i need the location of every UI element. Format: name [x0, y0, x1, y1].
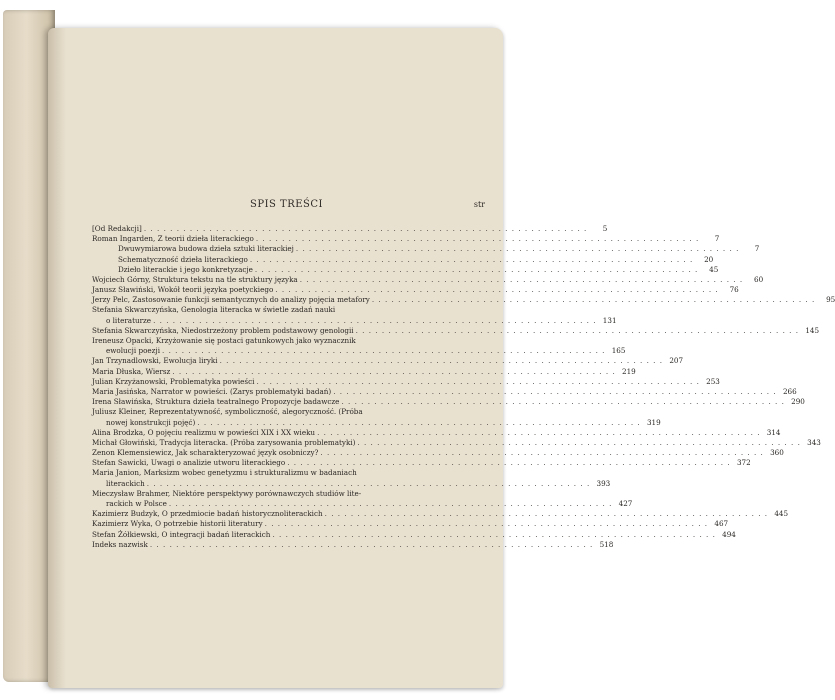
dot-leader [145, 479, 592, 489]
toc-entry [92, 437, 821, 448]
dot-leader [151, 316, 598, 326]
toc-entry-page: 20 [704, 254, 714, 264]
toc-entry-title: Maria Janion, Marksizm wobec genetyzmu i strukturalizmu w badaniach [92, 468, 357, 478]
toc-entry [92, 489, 492, 499]
toc-entry [92, 325, 820, 336]
toc-entry-title: Dwuwymiarowa budowa dzieła sztuki literackiej [118, 244, 294, 254]
toc-entry-page: 253 [706, 376, 720, 386]
toc-heading [48, 199, 503, 213]
dot-leader [253, 265, 700, 275]
toc-entry-page: 207 [669, 356, 684, 366]
toc-entry-title: rackich w Polsce [106, 499, 167, 509]
toc-entry [92, 306, 492, 316]
dot-leader [195, 418, 642, 428]
toc-entry-title: Schematyczność dzieła literackiego [118, 254, 248, 264]
toc-entry-title: Stefan Sawicki, Uwagi o analizie utworu literackiego [92, 458, 286, 468]
toc-entry [92, 366, 636, 377]
toc-entry-title: Irena Sławińska, Struktura dzieła teatralnego Propozycje badawcze [92, 397, 340, 407]
toc-entry-title: Roman Ingarden, Z teorii dzieła literackiego [92, 234, 254, 244]
toc-entry-title: Zenon Klemensiewicz, Jak scharakteryzować język osobniczy? [92, 448, 319, 458]
toc-entry-page: 266 [782, 386, 797, 396]
dot-leader [370, 295, 817, 305]
dot-leader [270, 530, 717, 540]
dot-leader [315, 428, 762, 438]
toc-entry-title: Alina Brodzka, O pojęciu realizmu w powieści XIX i XX wieku [92, 427, 316, 437]
toc-entry-page: 7 [754, 244, 760, 254]
dot-leader [167, 499, 614, 509]
toc-entry-title: Ireneusz Opacki, Krzyżowanie się postaci gatunkowych jako wyznacznik [92, 336, 356, 346]
toc-entry-title: Julian Krzyżanowski, Problematyka powieści [92, 376, 255, 386]
toc-entry-title: Jan Trzynadlowski, Ewolucja liryki [92, 356, 218, 366]
toc-entry [92, 386, 797, 397]
toc-entry [92, 417, 661, 428]
toc-entry [92, 356, 684, 366]
toc-entry [92, 469, 492, 479]
toc-entry-title: [Od Redakcji] [92, 223, 142, 233]
toc-entry-page: 467 [714, 519, 729, 529]
toc-entry-page: 290 [791, 397, 805, 407]
toc-entry-page: 145 [805, 325, 820, 335]
toc-entry-page: 343 [807, 437, 821, 447]
dot-leader [298, 275, 745, 285]
book [3, 10, 835, 690]
toc-entry-page: 60 [754, 274, 764, 284]
toc-entry [92, 407, 492, 417]
toc-entry [92, 223, 608, 234]
toc-entry-page: 372 [736, 458, 751, 468]
toc-entry-title: Kazimierz Wyka, O potrzebie historii literatury [92, 519, 263, 529]
toc-entry-page: 393 [596, 478, 611, 488]
page-column-label: str [473, 200, 485, 209]
toc-entry-page: 131 [602, 315, 617, 325]
toc-entry [92, 448, 784, 458]
toc-entry-page: 76 [729, 285, 739, 295]
dot-leader [355, 438, 802, 448]
toc-entry [92, 244, 760, 254]
dot-leader [263, 519, 710, 529]
toc-entry [92, 274, 764, 285]
toc-entry [92, 499, 633, 509]
toc-entry-page: 5 [602, 223, 608, 233]
dot-leader [254, 377, 701, 387]
toc-entry [92, 315, 617, 326]
toc-entry-page: 319 [646, 417, 661, 427]
toc-title: SPIS TREŚCI [250, 199, 324, 210]
dot-leader [273, 285, 720, 295]
toc-entry-page: 45 [709, 264, 719, 274]
dot-leader [318, 448, 765, 458]
toc-entry-title: Stefania Skwarczyńska, Niedostrzeżony problem podstawowy genologii [92, 325, 354, 335]
toc-entry-title: Kazimierz Budzyk, O przedmiocie badań historycznoliterackich [92, 509, 323, 519]
toc-entry [92, 264, 719, 275]
dot-leader [339, 397, 786, 407]
toc-entry-title: Stefania Skwarczyńska, Genologia literacka w świetle zadań nauki [92, 305, 336, 315]
toc-entry [92, 539, 614, 550]
toc-entry-title: Wojciech Górny, Struktura tekstu na tle struktury języka [92, 274, 298, 284]
dot-leader [218, 356, 665, 366]
toc-entry [92, 295, 835, 305]
toc-entry-title: nowej konstrukcji pojęć) [106, 417, 196, 427]
toc-entry-page: 95 [826, 295, 835, 305]
toc-entry-page: 314 [766, 427, 781, 437]
toc-entry-title: Juliusz Kleiner, Reprezentatywność, symboliczność, alegoryczność. (Próba [92, 407, 363, 417]
toc-entry-page: 360 [770, 448, 784, 458]
dot-leader [160, 346, 607, 356]
toc-entry [92, 376, 720, 387]
toc-entry-page: 7 [714, 234, 720, 244]
toc-entry [92, 519, 729, 529]
toc-entry-title: o literaturze [106, 315, 152, 325]
toc-entry [92, 529, 736, 540]
toc-entry [92, 346, 626, 356]
dot-leader [354, 326, 801, 336]
toc-entry-title: Maria Jasińska, Narrator w powieści. (Zarys problematyki badań) [92, 386, 332, 396]
toc-entry-page: 445 [774, 509, 789, 519]
toc-entry-title: Dzieło literackie i jego konkretyzacje [118, 264, 253, 274]
dot-leader [148, 540, 595, 550]
toc-entry [92, 509, 789, 519]
toc-entry [92, 285, 739, 295]
page [48, 28, 835, 688]
toc-entry-title: Janusz Sławiński, Wokół teorii języka poetyckiego [92, 285, 274, 295]
dot-leader [294, 244, 741, 254]
toc-entry [92, 478, 611, 489]
toc-entry-title: ewolucji poezji [106, 346, 160, 356]
dot-leader [323, 509, 770, 519]
toc-entry-title: Jerzy Pelc, Zastosowanie funkcji semantycznych do analizy pojęcia metafory [92, 295, 370, 305]
toc-entry-page: 165 [611, 346, 626, 356]
toc-entry-page: 219 [622, 366, 636, 376]
toc-entry [92, 336, 492, 346]
toc-entry [92, 427, 781, 438]
toc-entry-title: Maria Dłuska, Wiersz [92, 366, 171, 376]
toc-entry-title: Indeks nazwisk [92, 539, 148, 549]
dot-leader [142, 224, 589, 234]
table-of-contents [92, 223, 835, 550]
toc-entry [92, 254, 714, 265]
toc-entry-page: 494 [722, 529, 736, 539]
dot-leader [254, 234, 701, 244]
toc-entry-title: Michał Głowiński, Tradycja literacka. (Próba zarysowania problematyki) [92, 437, 356, 447]
toc-entry-page: 427 [618, 499, 633, 509]
toc-entry-title: literackich [106, 478, 145, 488]
dot-leader [170, 367, 617, 377]
dot-leader [331, 387, 778, 397]
toc-entry-title: Mieczysław Brahmer, Niektóre perspektywy porównawczych studiów lite- [92, 488, 362, 498]
toc-entry-title: Stefan Żółkiewski, O integracji badań literackich [92, 529, 271, 539]
dot-leader [285, 458, 732, 468]
dot-leader [248, 255, 695, 265]
toc-entry [92, 397, 805, 407]
toc-entry [92, 234, 720, 244]
toc-entry [92, 458, 751, 468]
toc-entry-page: 518 [599, 539, 614, 549]
